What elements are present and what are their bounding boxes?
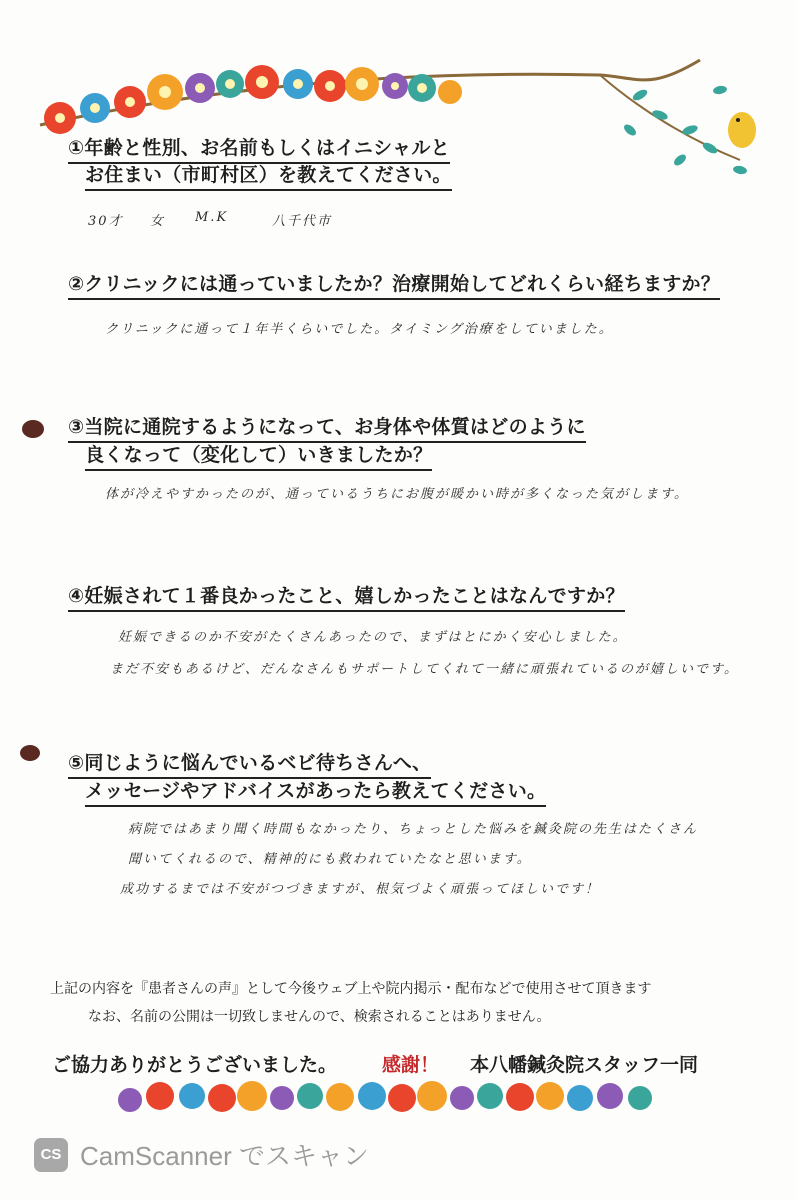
- question-1-cont: [85, 162, 452, 191]
- kansha-text: 感謝！: [382, 1054, 440, 1076]
- question-3-line-1: ③当院に通院するようになって、お身体や体質はどのように: [68, 414, 586, 443]
- camscanner-logo-icon: CS: [34, 1138, 68, 1172]
- question-2: [68, 271, 720, 300]
- answer-3-line-1: 体が冷えやすかったのが、通っているうちにお腹が暖かい時が多くなった気がします。: [105, 487, 689, 502]
- question-5: [68, 750, 431, 779]
- answer-1-city: 八千代市: [272, 214, 333, 229]
- usage-notice: 上記の内容を『患者さんの声』として今後ウェブ上や院内掲示・配布などで使用させて頂きます: [50, 981, 652, 997]
- question-2-line-1: ②クリニックには通っていましたか？治療開始してどれくらい経ちますか？: [68, 271, 720, 300]
- answer-5-line-3: 成功するまでは不安がつづきますが、根気づよく頑張ってほしいです！: [120, 882, 601, 897]
- ink-blot: [22, 420, 44, 438]
- question-1: [68, 135, 450, 164]
- answer-1-sex: 女: [150, 214, 166, 229]
- question-5-cont: [85, 778, 546, 807]
- answer-5-line-1: 病院ではあまり聞く時間もなかったり、ちょっとした悩みを鍼灸院の先生はたくさん: [128, 822, 699, 837]
- privacy-notice: なお、名前の公開は一切致しませんので、検索されることはありません。: [88, 1009, 551, 1025]
- question-5-line-1: ⑤同じように悩んでいるベビ待ちさんへ、: [68, 750, 431, 779]
- answer-2-line-1: クリニックに通って１年半くらいでした。タイミング治療をしていました。: [105, 322, 614, 337]
- answer-4-line-2: まだ不安もあるけど、だんなさんもサポートしてくれて一緒に頑張れているのが嬉しいです。: [110, 662, 739, 677]
- bird-illustration: [728, 112, 756, 148]
- question-4: [68, 583, 625, 612]
- camscanner-watermark: [34, 1136, 369, 1173]
- floral-garland-bottom: [110, 1072, 670, 1122]
- question-5-line-2: メッセージやアドバイスがあったら教えてください。: [85, 778, 546, 807]
- question-3-line-2: 良くなって（変化して）いきましたか？: [85, 442, 432, 471]
- answer-5-line-2: 聞いてくれるので、精神的にも救われていたなと思います。: [128, 852, 532, 867]
- answer-4-line-1: 妊娠できるのか不安がたくさんあったので、まずはとにかく安心しました。: [118, 630, 628, 645]
- question-1-line-2: お住まい（市町村区）を教えてください。: [85, 162, 452, 191]
- answer-1-age: 30才: [88, 214, 124, 229]
- question-3: [68, 414, 586, 443]
- staff-signature: 本八幡鍼灸院スタッフ一同: [470, 1054, 699, 1076]
- camscanner-text: CamScanner でスキャン: [80, 1141, 369, 1171]
- question-1-line-1: ①年齢と性別、お名前もしくはイニシャルと: [68, 135, 450, 164]
- question-3-cont: [85, 442, 432, 471]
- answer-1-initials: M.K: [195, 210, 229, 225]
- question-4-line-1: ④妊娠されて１番良かったこと、嬉しかったことはなんですか？: [68, 583, 625, 612]
- ink-blot: [20, 745, 40, 761]
- thanks-message: ご協力ありがとうございました。: [52, 1054, 338, 1076]
